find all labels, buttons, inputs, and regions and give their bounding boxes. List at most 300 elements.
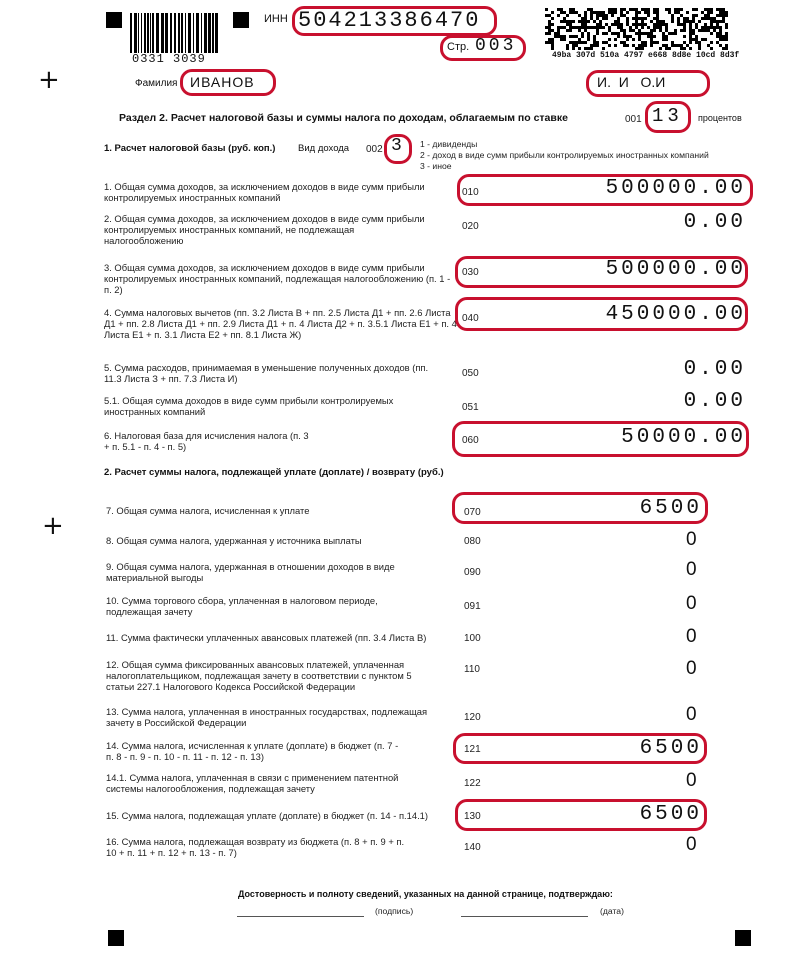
2d-barcode-cell [596, 11, 599, 14]
row-code-020: 020 [462, 221, 479, 232]
2d-barcode-cell [644, 23, 647, 26]
2d-barcode-cell [689, 41, 692, 44]
2d-barcode-cell [623, 44, 626, 47]
2d-barcode-cell [638, 38, 641, 41]
2d-barcode-cell [569, 35, 572, 38]
row-label-050: 5. Сумма расходов, принимаемая в уменьшение полученных доходов (пп. 11.3 Листа З + пп. 7.3 Листа И) [104, 362, 429, 384]
2d-barcode-cell [665, 29, 668, 32]
2d-barcode-cell [632, 44, 635, 47]
2d-barcode-cell [560, 35, 563, 38]
corner-marker [233, 12, 249, 28]
2d-barcode-cell [545, 14, 548, 17]
2d-barcode-cell [665, 8, 668, 11]
income-type-value: 3 [391, 136, 402, 156]
2d-barcode-cell [674, 32, 677, 35]
row-value-040: 450000.00 [605, 303, 746, 326]
date-line [461, 916, 588, 917]
2d-barcode-cell [548, 26, 551, 29]
2d-barcode-cell [587, 8, 590, 11]
2d-barcode-cell [578, 20, 581, 23]
2d-barcode-cell [596, 14, 599, 17]
2d-barcode-cell [608, 44, 611, 47]
2d-barcode-cell [608, 11, 611, 14]
barcode-bar [208, 13, 211, 53]
income-type-label: Вид дохода [298, 143, 350, 154]
2d-barcode-cell [566, 44, 569, 47]
2d-barcode-cell [578, 26, 581, 29]
2d-barcode-cell [695, 23, 698, 26]
corner-marker [735, 930, 751, 946]
2d-barcode-cell [683, 41, 686, 44]
2d-barcode-cell [629, 26, 632, 29]
2d-barcode-cell [548, 38, 551, 41]
2d-barcode-cell [686, 17, 689, 20]
2d-barcode-cell [653, 8, 656, 11]
barcode-bar [196, 13, 199, 53]
2d-barcode-cell [545, 41, 548, 44]
2d-barcode-cell [638, 32, 641, 35]
barcode-bar [165, 13, 168, 53]
2d-barcode-cell [704, 8, 707, 11]
2d-barcode-cell [581, 32, 584, 35]
2d-barcode-cell [656, 17, 659, 20]
2d-barcode-cell [716, 32, 719, 35]
barcode-bar [130, 13, 132, 53]
2d-barcode-cell [692, 29, 695, 32]
2d-barcode-cell [665, 47, 668, 50]
2d-barcode-cell [557, 29, 560, 32]
2d-barcode-cell [560, 20, 563, 23]
2d-barcode-cell [569, 20, 572, 23]
row-code-090: 090 [464, 567, 481, 578]
2d-barcode-cell [623, 32, 626, 35]
2d-barcode-cell [590, 47, 593, 50]
2d-barcode-cell [602, 26, 605, 29]
corner-marker [108, 930, 124, 946]
2d-barcode-cell [566, 14, 569, 17]
2d-barcode-cell [680, 29, 683, 32]
2d-barcode-cell [683, 29, 686, 32]
2d-barcode-cell [656, 8, 659, 11]
2d-barcode-cell [662, 32, 665, 35]
2d-barcode-cell [719, 38, 722, 41]
2d-barcode-cell [698, 41, 701, 44]
barcode-bar [150, 13, 151, 53]
part1-title: 1. Расчет налоговой базы (руб. коп.) [104, 143, 276, 154]
2d-barcode-cell [590, 8, 593, 11]
2d-barcode-cell [614, 44, 617, 47]
2d-barcode-cell [704, 17, 707, 20]
2d-barcode-cell [656, 14, 659, 17]
2d-barcode-cell [590, 14, 593, 17]
2d-barcode-cell [557, 14, 560, 17]
2d-barcode-cell [566, 47, 569, 50]
2d-barcode-cell [695, 26, 698, 29]
2d-barcode-cell [680, 47, 683, 50]
2d-barcode-cell [617, 17, 620, 20]
barcode-bar [141, 13, 142, 53]
income-option: 3 - иное [420, 161, 452, 171]
2d-barcode-cell [602, 14, 605, 17]
2d-barcode-cell [635, 17, 638, 20]
2d-barcode-cell [626, 11, 629, 14]
2d-barcode-cell [686, 44, 689, 47]
2d-barcode-cell [683, 35, 686, 38]
2d-barcode-cell [719, 20, 722, 23]
2d-barcode-cell [614, 23, 617, 26]
2d-barcode-cell [551, 41, 554, 44]
2d-barcode-cell [548, 20, 551, 23]
2d-barcode-cell [701, 26, 704, 29]
row-code-060: 060 [462, 435, 479, 446]
2d-barcode-cell [617, 26, 620, 29]
row-value-010: 500000.00 [605, 177, 746, 200]
2d-barcode-cell [557, 32, 560, 35]
2d-barcode-cell [722, 17, 725, 20]
2d-barcode-cell [629, 29, 632, 32]
row-code-010: 010 [462, 187, 479, 198]
row-label-130: 15. Сумма налога, подлежащая уплате (доплате) в бюджет (п. 14 - п.14.1) [106, 810, 429, 821]
2d-barcode-cell [641, 47, 644, 50]
2d-barcode-cell [575, 26, 578, 29]
2d-barcode-cell [572, 8, 575, 11]
2d-barcode-cell [644, 11, 647, 14]
2d-barcode-cell [596, 26, 599, 29]
2d-barcode-cell [593, 38, 596, 41]
confirm-text: Достоверность и полноту сведений, указанных на данной странице, подтверждаю: [238, 889, 613, 899]
2d-barcode-cell [674, 29, 677, 32]
2d-barcode-cell [671, 44, 674, 47]
2d-barcode-cell [671, 17, 674, 20]
2d-barcode-cell [629, 35, 632, 38]
2d-barcode-cell [686, 11, 689, 14]
row-label-080: 8. Общая сумма налога, удержанная у источника выплаты [106, 535, 362, 546]
row-value-090: 0 [686, 559, 697, 580]
2d-barcode-cell [590, 17, 593, 20]
2d-barcode-cell [551, 44, 554, 47]
2d-barcode-cell [695, 41, 698, 44]
2d-barcode-cell [665, 38, 668, 41]
2d-barcode-cell [656, 41, 659, 44]
2d-barcode-cell [719, 29, 722, 32]
2d-barcode-cell [713, 26, 716, 29]
row-value-120: 0 [686, 704, 697, 725]
2d-barcode-cell [671, 41, 674, 44]
2d-barcode-cell [680, 44, 683, 47]
row-code-070: 070 [464, 507, 481, 518]
barcode-number: 0331 3039 [132, 52, 206, 66]
2d-barcode-cell [572, 11, 575, 14]
2d-barcode-cell [707, 14, 710, 17]
row-code-122: 122 [464, 778, 481, 789]
2d-barcode-cell [548, 23, 551, 26]
2d-barcode-cell [566, 29, 569, 32]
2d-barcode-cell [689, 35, 692, 38]
row-label-060: 6. Налоговая база для исчисления налога (п. 3 + п. 5.1 - п. 4 - п. 5) [104, 430, 309, 452]
row-value-121: 6500 [639, 737, 702, 760]
2d-barcode-cell [557, 35, 560, 38]
2d-barcode-cell [638, 47, 641, 50]
2d-barcode-cell [578, 14, 581, 17]
2d-barcode-cell [659, 20, 662, 23]
2d-barcode-cell [626, 20, 629, 23]
2d-barcode-cell [725, 32, 728, 35]
barcode-bar [161, 13, 164, 53]
income-type-code: 002 [366, 144, 383, 155]
2d-barcode-cell [551, 47, 554, 50]
2d-barcode-cell [584, 41, 587, 44]
2d-barcode-cell [602, 11, 605, 14]
2d-barcode-cell [689, 20, 692, 23]
2d-barcode-cell [611, 8, 614, 11]
2d-barcode-cell [716, 35, 719, 38]
2d-barcode-cell [560, 8, 563, 11]
2d-barcode-cell [635, 47, 638, 50]
2d-barcode-cell [692, 32, 695, 35]
2d-barcode-cell [647, 26, 650, 29]
row-value-070: 6500 [639, 497, 702, 520]
row-label-091: 10. Сумма торгового сбора, уплаченная в налоговом периоде, подлежащая зачету [106, 595, 378, 617]
2d-barcode-cell [611, 14, 614, 17]
2d-barcode-cell [710, 8, 713, 11]
2d-barcode-cell [635, 23, 638, 26]
2d-barcode-cell [662, 35, 665, 38]
row-value-110: 0 [686, 658, 697, 679]
2d-barcode-cell [572, 44, 575, 47]
2d-barcode-cell [689, 32, 692, 35]
2d-barcode-cell [563, 11, 566, 14]
2d-barcode-cell [593, 44, 596, 47]
row-value-020: 0.00 [683, 211, 746, 234]
2d-barcode-cell [719, 26, 722, 29]
2d-barcode-cell [692, 20, 695, 23]
2d-barcode-cell [725, 35, 728, 38]
row-value-080: 0 [686, 529, 697, 550]
2d-barcode-cell [677, 17, 680, 20]
2d-barcode-cell [614, 8, 617, 11]
2d-barcode-cell [647, 35, 650, 38]
2d-barcode-cell [638, 44, 641, 47]
2d-barcode-cell [599, 26, 602, 29]
row-value-051: 0.00 [683, 390, 746, 413]
row-value-050: 0.00 [683, 358, 746, 381]
2d-barcode-cell [677, 23, 680, 26]
2d-barcode-cell [689, 23, 692, 26]
2d-barcode-text: 49ba 307d 510a 4797 e668 8d8e 10cd 8d3f [552, 51, 740, 60]
2d-barcode-cell [587, 47, 590, 50]
2d-barcode-cell [620, 41, 623, 44]
2d-barcode-cell [653, 41, 656, 44]
2d-barcode-cell [659, 23, 662, 26]
2d-barcode-cell [725, 47, 728, 50]
2d-barcode-cell [557, 8, 560, 11]
2d-barcode-cell [569, 8, 572, 11]
2d-barcode-cell [563, 20, 566, 23]
row-label-090: 9. Общая сумма налога, удержанная в отношении доходов в виде материальной выгоды [106, 561, 395, 583]
barcode-bar [201, 13, 202, 53]
2d-barcode-cell [647, 11, 650, 14]
2d-barcode-cell [689, 29, 692, 32]
2d-barcode-cell [635, 8, 638, 11]
barcode-bar [134, 13, 137, 53]
2d-barcode-cell [641, 44, 644, 47]
2d-barcode-cell [572, 20, 575, 23]
2d-barcode-cell [584, 29, 587, 32]
page-label: Стр. [447, 41, 470, 53]
2d-barcode-cell [671, 20, 674, 23]
2d-barcode-cell [620, 23, 623, 26]
2d-barcode-cell [698, 47, 701, 50]
row-label-121: 14. Сумма налога, исчисленная к уплате (доплате) в бюджет (п. 7 - п. 8 - п. 9 - п. 10 - п. 11 - п. 12 - п. 13) [106, 740, 399, 762]
2d-barcode-cell [545, 8, 548, 11]
2d-barcode-cell [716, 8, 719, 11]
2d-barcode-cell [641, 23, 644, 26]
2d-barcode-cell [617, 32, 620, 35]
2d-barcode-cell [614, 38, 617, 41]
2d-barcode-cell [647, 32, 650, 35]
barcode-bar [147, 13, 149, 53]
2d-barcode-cell [650, 41, 653, 44]
barcode-bar [144, 13, 146, 53]
2d-barcode-cell [599, 14, 602, 17]
2d-barcode-cell [707, 11, 710, 14]
2d-barcode-cell [638, 23, 641, 26]
2d-barcode-cell [551, 17, 554, 20]
2d-barcode-cell [707, 44, 710, 47]
2d-barcode-cell [614, 20, 617, 23]
2d-barcode-cell [548, 32, 551, 35]
2d-barcode-cell [632, 8, 635, 11]
row-label-020: 2. Общая сумма доходов, за исключением доходов в виде сумм прибыли контролируемых иностранных компаний, не подлежащая налогообложению [104, 213, 425, 246]
2d-barcode-cell [563, 38, 566, 41]
2d-barcode-cell [659, 47, 662, 50]
2d-barcode-cell [722, 8, 725, 11]
2d-barcode-cell [569, 29, 572, 32]
2d-barcode-cell [620, 8, 623, 11]
2d-barcode-cell [584, 14, 587, 17]
2d-barcode-cell [587, 26, 590, 29]
2d-barcode-cell [662, 20, 665, 23]
2d-barcode-cell [548, 29, 551, 32]
2d-barcode-cell [614, 11, 617, 14]
2d-barcode-cell [587, 38, 590, 41]
2d-barcode-cell [629, 8, 632, 11]
2d-barcode-cell [626, 38, 629, 41]
2d-barcode-cell [683, 20, 686, 23]
row-code-030: 030 [462, 267, 479, 278]
row-code-091: 091 [464, 601, 481, 612]
2d-barcode-cell [635, 32, 638, 35]
2d-barcode-cell [698, 44, 701, 47]
registration-cross: + [42, 511, 64, 541]
2d-barcode-cell [569, 26, 572, 29]
2d-barcode-cell [593, 35, 596, 38]
2d-barcode-cell [581, 26, 584, 29]
2d-barcode-cell [710, 11, 713, 14]
2d-barcode-cell [587, 35, 590, 38]
row-code-080: 080 [464, 536, 481, 547]
2d-barcode-cell [602, 41, 605, 44]
2d-barcode-cell [641, 41, 644, 44]
2d-barcode-cell [638, 11, 641, 14]
2d-barcode-cell [626, 17, 629, 20]
barcode-bar [215, 13, 218, 53]
inn-value: 504213386470 [298, 8, 481, 33]
row-code-100: 100 [464, 633, 481, 644]
2d-barcode-cell [665, 26, 668, 29]
2d-barcode-cell [719, 44, 722, 47]
2d-barcode-cell [719, 14, 722, 17]
2d-barcode-cell [656, 11, 659, 14]
row-label-140: 16. Сумма налога, подлежащая возврату из бюджета (п. 8 + п. 9 + п. 10 + п. 11 + п. 12 + п. 13 - п. 7) [106, 836, 405, 858]
2d-barcode-cell [620, 26, 623, 29]
2d-barcode-cell [563, 26, 566, 29]
2d-barcode-cell [710, 47, 713, 50]
income-option: 1 - дивиденды [420, 139, 478, 149]
2d-barcode-cell [614, 32, 617, 35]
2d-barcode-cell [641, 26, 644, 29]
2d-barcode-cell [563, 17, 566, 20]
2d-barcode-cell [593, 20, 596, 23]
row-value-140: 0 [686, 834, 697, 855]
2d-barcode-cell [620, 29, 623, 32]
2d-barcode-cell [617, 20, 620, 23]
2d-barcode-cell [608, 38, 611, 41]
2d-barcode-cell [725, 23, 728, 26]
barcode-bar [152, 13, 154, 53]
2d-barcode-cell [596, 29, 599, 32]
2d-barcode-cell [599, 23, 602, 26]
2d-barcode-cell [551, 29, 554, 32]
2d-barcode-cell [659, 26, 662, 29]
2d-barcode-cell [593, 41, 596, 44]
2d-barcode-cell [632, 29, 635, 32]
2d-barcode-cell [704, 23, 707, 26]
barcode-bar [188, 13, 191, 53]
2d-barcode-cell [584, 11, 587, 14]
2d-barcode-cell [551, 23, 554, 26]
row-code-110: 110 [464, 664, 480, 675]
2d-barcode-cell [593, 26, 596, 29]
2d-barcode-cell [722, 35, 725, 38]
2d-barcode-cell [725, 26, 728, 29]
2d-barcode-cell [644, 32, 647, 35]
2d-barcode-cell [569, 11, 572, 14]
2d-barcode-cell [704, 14, 707, 17]
2d-barcode-cell [716, 23, 719, 26]
2d-barcode-cell [710, 26, 713, 29]
2d-barcode-cell [560, 11, 563, 14]
2d-barcode-cell [599, 20, 602, 23]
row-value-130: 6500 [639, 803, 702, 826]
2d-barcode-cell [554, 35, 557, 38]
2d-barcode-cell [707, 17, 710, 20]
2d-barcode-cell [647, 14, 650, 17]
2d-barcode-cell [611, 23, 614, 26]
2d-barcode-cell [689, 38, 692, 41]
2d-barcode-cell [722, 47, 725, 50]
2d-barcode-cell [668, 8, 671, 11]
2d-barcode-cell [551, 11, 554, 14]
income-option: 2 - доход в виде сумм прибыли контролируемых иностранных компаний [420, 150, 709, 160]
2d-barcode-cell [671, 14, 674, 17]
barcode-bar [178, 13, 180, 53]
2d-barcode-cell [632, 23, 635, 26]
2d-barcode-cell [641, 32, 644, 35]
2d-barcode-cell [680, 14, 683, 17]
row-label-110: 12. Общая сумма фиксированных авансовых платежей, уплаченная налогоплательщиком, подлежащая зачету в соответствии с пунктом 5 статьи 227.1 Налогового Кодекса Российской Федерации [106, 659, 412, 692]
2d-barcode-cell [650, 38, 653, 41]
